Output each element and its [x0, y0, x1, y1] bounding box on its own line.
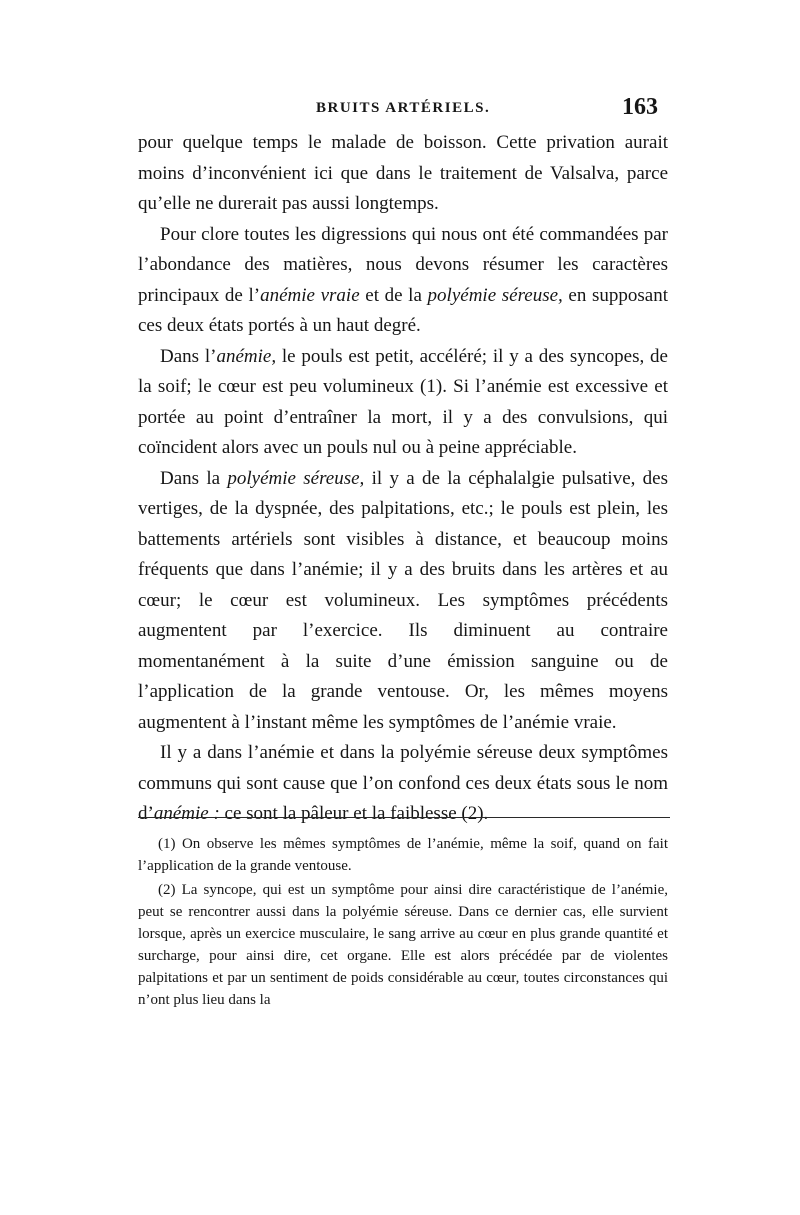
term-anemie-2: anémie :	[153, 803, 220, 824]
term-anemie-vraie: anémie vraie	[260, 284, 360, 306]
page-number: 163	[622, 94, 658, 120]
paragraph-2-text-a: Pour clore toutes les digressions qui nous ont été commandées par l’abondance des matières, nous devons résumer les caractères principaux de l’	[138, 223, 668, 306]
running-title: BRUITS ARTÉRIELS.	[316, 100, 491, 116]
page-header	[138, 94, 658, 126]
footnote-1: (1) On observe les mêmes symptômes de l’anémie, même la soif, quand on fait l’application de la grande ventouse.	[138, 836, 668, 874]
paragraph-4-text-c: il y a de la céphalalgie pulsative, des vertiges, de la dyspnée, des palpitations, etc.; le pouls est plein, les battements artériels sont visibles à distance, et beaucoup moins fréquents que dans l’anémie; il y a des bruits dans les artères et au cœur; le cœur est volumineux. Les symptômes précédents augmentent par l’exercice. Ils diminuent au contraire momentanément à la suite d’une émission sanguine ou de l’application de la grande ventouse. Or, les mêmes moyens augmentent à l’instant même les symptômes de l’anémie vraie.	[138, 467, 669, 733]
paragraph-1: pour quelque temps le malade de boisson. Cette privation aurait moins d’inconvénient ici que dans le traitement de Valsalva, parce qu’elle ne durerait pas aussi longtemps.	[138, 132, 668, 214]
paragraph-5-text-c: ce sont la pâleur et la faiblesse (2).	[219, 803, 489, 824]
paragraph-4	[138, 464, 668, 739]
footnote-divider	[138, 817, 670, 818]
paragraph-3-text-a: Dans l’	[160, 345, 217, 367]
paragraph-3	[138, 342, 668, 464]
paragraph-2-text-e: en supposant ces deux états portés à un haut degré.	[138, 284, 669, 336]
term-polyemie-sereuse-2: polyémie séreuse,	[227, 467, 365, 489]
paragraph-5-text-a: Il y a dans l’anémie et dans la polyémie séreuse deux symptômes communs qui sont cause que l’on confond ces deux états sous le nom d’	[138, 742, 668, 824]
paragraph-4-text-a: Dans la	[160, 467, 228, 489]
paragraph-3-text-c: le pouls est petit, accéléré; il y a des syncopes, de la soif; le cœur est peu volumineux (1). Si l’anémie est excessive et portée au point d’entraîner la mort, il y a des convulsions, qui coïncident alors avec un pouls nul ou à peine appréciable.	[138, 345, 668, 458]
paragraph-2	[138, 220, 668, 342]
footnote-2: (2) La syncope, qui est un symptôme pour ainsi dire caractéristique de l’anémie, peut se rencontrer aussi dans la polyémie séreuse. Dans ce dernier cas, elle survient lorsque, après un exercice musculaire, le sang arrive au cœur en plus grande quantité et surcharge, pour ainsi dire, cet organe. Elle est alors précédée par de violentes palpitations et par un sentiment de poids considérable au cœur, toutes circonstances qui n’ont plus lieu dans la	[138, 882, 668, 1008]
paragraph-5	[138, 738, 668, 830]
term-anemie: anémie,	[216, 345, 277, 367]
paragraph-2-text-c: et de la	[359, 284, 428, 306]
footnotes	[138, 833, 668, 1013]
main-text	[138, 128, 668, 830]
term-polyemie-sereuse: polyémie séreuse,	[427, 284, 563, 306]
